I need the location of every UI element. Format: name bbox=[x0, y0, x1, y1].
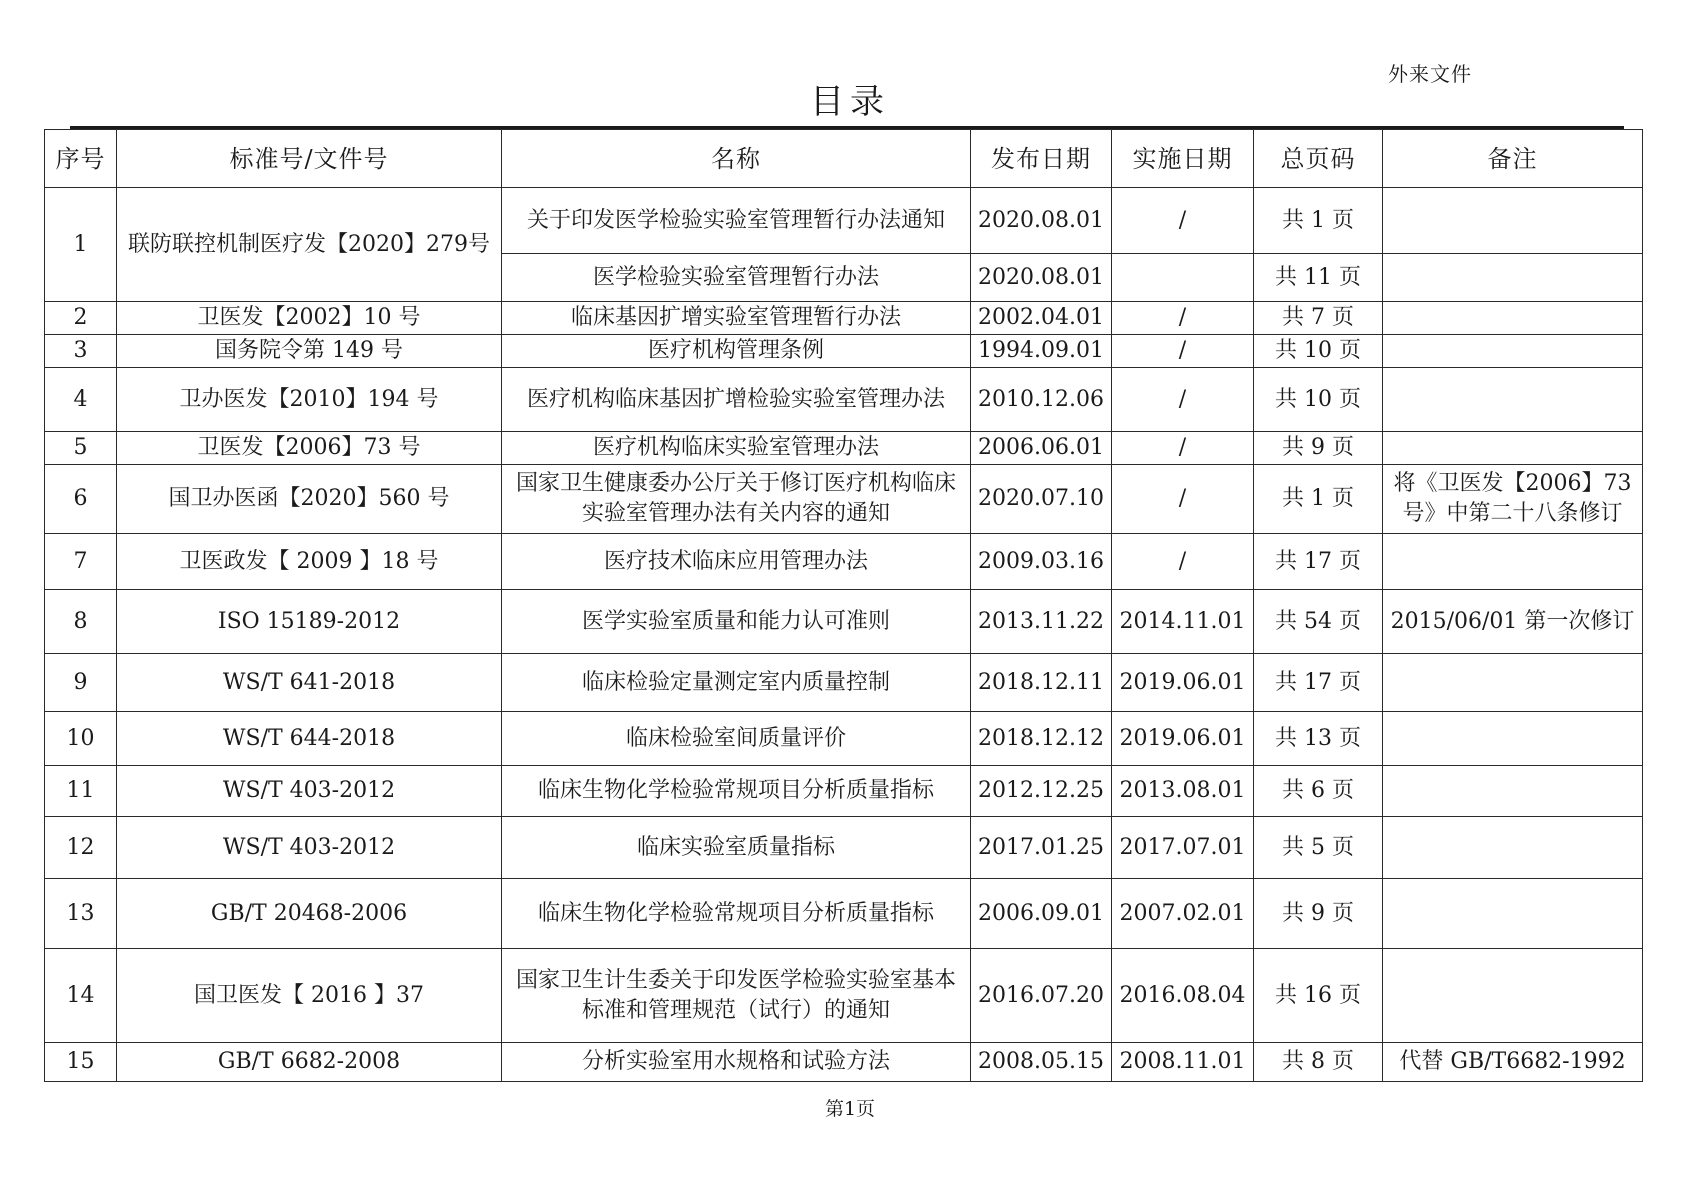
cell-pages: 共 5 页 bbox=[1254, 817, 1383, 879]
column-header-remark: 备注 bbox=[1383, 130, 1643, 188]
cell-code: 国卫办医函【2020】560 号 bbox=[117, 465, 502, 534]
cell-code: 卫医政发【 2009 】18 号 bbox=[117, 534, 502, 590]
table-row bbox=[45, 534, 1643, 590]
cell-name: 临床生物化学检验常规项目分析质量指标 bbox=[502, 766, 971, 817]
column-header-total-pages: 总页码 bbox=[1254, 130, 1383, 188]
cell-pages: 共 1 页 bbox=[1254, 465, 1383, 534]
cell-pages: 共 7 页 bbox=[1254, 302, 1383, 335]
cell-pages: 共 10 页 bbox=[1254, 368, 1383, 432]
cell-pages: 共 17 页 bbox=[1254, 534, 1383, 590]
cell-remark bbox=[1383, 432, 1643, 465]
cell-publish-date: 1994.09.01 bbox=[971, 335, 1112, 368]
cell-remark: 2015/06/01 第一次修订 bbox=[1383, 590, 1643, 654]
cell-effective-date: 2019.06.01 bbox=[1112, 712, 1254, 766]
cell-no: 7 bbox=[45, 534, 117, 590]
cell-name: 临床生物化学检验常规项目分析质量指标 bbox=[502, 879, 971, 949]
cell-publish-date: 2016.07.20 bbox=[971, 949, 1112, 1043]
cell-name: 医疗技术临床应用管理办法 bbox=[502, 534, 971, 590]
cell-effective-date: 2014.11.01 bbox=[1112, 590, 1254, 654]
cell-effective-date: 2016.08.04 bbox=[1112, 949, 1254, 1043]
cell-publish-date: 2008.05.15 bbox=[971, 1043, 1112, 1082]
cell-name: 医疗机构管理条例 bbox=[502, 335, 971, 368]
table-row bbox=[45, 368, 1643, 432]
cell-effective-date bbox=[1112, 254, 1254, 302]
cell-name: 医学实验室质量和能力认可准则 bbox=[502, 590, 971, 654]
column-header-no: 序号 bbox=[45, 130, 117, 188]
table-row bbox=[45, 949, 1643, 1043]
cell-publish-date: 2006.09.01 bbox=[971, 879, 1112, 949]
cell-remark: 代替 GB/T6682-1992 bbox=[1383, 1043, 1643, 1082]
cell-publish-date: 2020.07.10 bbox=[971, 465, 1112, 534]
cell-pages: 共 9 页 bbox=[1254, 879, 1383, 949]
table-row bbox=[45, 432, 1643, 465]
cell-no: 14 bbox=[45, 949, 117, 1043]
cell-effective-date: 2008.11.01 bbox=[1112, 1043, 1254, 1082]
cell-publish-date: 2013.11.22 bbox=[971, 590, 1112, 654]
cell-pages: 共 11 页 bbox=[1254, 254, 1383, 302]
table-row bbox=[45, 590, 1643, 654]
cell-remark bbox=[1383, 712, 1643, 766]
cell-no: 3 bbox=[45, 335, 117, 368]
cell-no: 10 bbox=[45, 712, 117, 766]
cell-pages: 共 17 页 bbox=[1254, 654, 1383, 712]
cell-code: GB/T 6682-2008 bbox=[117, 1043, 502, 1082]
cell-effective-date: 2007.02.01 bbox=[1112, 879, 1254, 949]
cell-effective-date: 2013.08.01 bbox=[1112, 766, 1254, 817]
page-number: 第1页 bbox=[824, 1098, 876, 1120]
cell-remark: 将《卫医发【2006】73号》中第二十八条修订 bbox=[1383, 465, 1643, 534]
cell-publish-date: 2017.01.25 bbox=[971, 817, 1112, 879]
cell-code: 联防联控机制医疗发【2020】279号 bbox=[117, 188, 502, 302]
cell-effective-date: / bbox=[1112, 432, 1254, 465]
cell-pages: 共 13 页 bbox=[1254, 712, 1383, 766]
table-row bbox=[45, 879, 1643, 949]
cell-publish-date: 2018.12.12 bbox=[971, 712, 1112, 766]
cell-effective-date: 2019.06.01 bbox=[1112, 654, 1254, 712]
cell-code: 国卫医发【 2016 】37 bbox=[117, 949, 502, 1043]
cell-code: 国务院令第 149 号 bbox=[117, 335, 502, 368]
cell-name: 医学检验实验室管理暂行办法 bbox=[502, 254, 971, 302]
table-row bbox=[45, 302, 1643, 335]
table-row bbox=[45, 817, 1643, 879]
cell-effective-date: / bbox=[1112, 302, 1254, 335]
column-header-effective-date: 实施日期 bbox=[1112, 130, 1254, 188]
cell-code: WS/T 644-2018 bbox=[117, 712, 502, 766]
table-row bbox=[45, 712, 1643, 766]
cell-publish-date: 2020.08.01 bbox=[971, 188, 1112, 254]
cell-publish-date: 2012.12.25 bbox=[971, 766, 1112, 817]
cell-publish-date: 2010.12.06 bbox=[971, 368, 1112, 432]
cell-pages: 共 1 页 bbox=[1254, 188, 1383, 254]
cell-pages: 共 10 页 bbox=[1254, 335, 1383, 368]
cell-remark bbox=[1383, 817, 1643, 879]
cell-no: 1 bbox=[45, 188, 117, 302]
cell-no: 9 bbox=[45, 654, 117, 712]
cell-effective-date: / bbox=[1112, 534, 1254, 590]
cell-no: 2 bbox=[45, 302, 117, 335]
cell-remark bbox=[1383, 368, 1643, 432]
cell-name: 国家卫生健康委办公厅关于修订医疗机构临床实验室管理办法有关内容的通知 bbox=[502, 465, 971, 534]
cell-effective-date: / bbox=[1112, 188, 1254, 254]
cell-name: 临床检验定量测定室内质量控制 bbox=[502, 654, 971, 712]
index-table bbox=[44, 129, 1643, 1082]
cell-code: 卫办医发【2010】194 号 bbox=[117, 368, 502, 432]
table-row bbox=[45, 654, 1643, 712]
cell-no: 8 bbox=[45, 590, 117, 654]
cell-remark bbox=[1383, 879, 1643, 949]
cell-no: 15 bbox=[45, 1043, 117, 1082]
table-row bbox=[45, 188, 1643, 254]
column-header-publish-date: 发布日期 bbox=[971, 130, 1112, 188]
cell-remark bbox=[1383, 335, 1643, 368]
page-title: 目录 bbox=[810, 82, 890, 122]
cell-no: 4 bbox=[45, 368, 117, 432]
cell-name: 医疗机构临床实验室管理办法 bbox=[502, 432, 971, 465]
cell-pages: 共 9 页 bbox=[1254, 432, 1383, 465]
cell-publish-date: 2006.06.01 bbox=[971, 432, 1112, 465]
cell-no: 5 bbox=[45, 432, 117, 465]
cell-code: WS/T 403-2012 bbox=[117, 817, 502, 879]
cell-no: 13 bbox=[45, 879, 117, 949]
cell-code: ISO 15189-2012 bbox=[117, 590, 502, 654]
cell-remark bbox=[1383, 654, 1643, 712]
cell-publish-date: 2020.08.01 bbox=[971, 254, 1112, 302]
cell-remark bbox=[1383, 766, 1643, 817]
cell-name: 国家卫生计生委关于印发医学检验实验室基本标准和管理规范（试行）的通知 bbox=[502, 949, 971, 1043]
column-header-code: 标准号/文件号 bbox=[117, 130, 502, 188]
cell-name: 分析实验室用水规格和试验方法 bbox=[502, 1043, 971, 1082]
cell-remark bbox=[1383, 302, 1643, 335]
cell-pages: 共 54 页 bbox=[1254, 590, 1383, 654]
cell-effective-date: / bbox=[1112, 465, 1254, 534]
cell-name: 临床基因扩增实验室管理暂行办法 bbox=[502, 302, 971, 335]
cell-name: 临床实验室质量指标 bbox=[502, 817, 971, 879]
cell-name: 关于印发医学检验实验室管理暂行办法通知 bbox=[502, 188, 971, 254]
cell-pages: 共 6 页 bbox=[1254, 766, 1383, 817]
cell-no: 12 bbox=[45, 817, 117, 879]
table-row bbox=[45, 335, 1643, 368]
column-header-name: 名称 bbox=[502, 130, 971, 188]
cell-remark bbox=[1383, 949, 1643, 1043]
cell-effective-date: 2017.07.01 bbox=[1112, 817, 1254, 879]
external-document-label: 外来文件 bbox=[1388, 62, 1472, 86]
cell-code: 卫医发【2002】10 号 bbox=[117, 302, 502, 335]
cell-code: GB/T 20468-2006 bbox=[117, 879, 502, 949]
table-row bbox=[45, 465, 1643, 534]
cell-remark bbox=[1383, 188, 1643, 254]
table-row bbox=[45, 766, 1643, 817]
cell-pages: 共 16 页 bbox=[1254, 949, 1383, 1043]
cell-name: 临床检验室间质量评价 bbox=[502, 712, 971, 766]
cell-effective-date: / bbox=[1112, 335, 1254, 368]
cell-publish-date: 2009.03.16 bbox=[971, 534, 1112, 590]
cell-no: 6 bbox=[45, 465, 117, 534]
table-header-row bbox=[45, 130, 1643, 188]
cell-code: 卫医发【2006】73 号 bbox=[117, 432, 502, 465]
cell-pages: 共 8 页 bbox=[1254, 1043, 1383, 1082]
cell-remark bbox=[1383, 254, 1643, 302]
cell-effective-date: / bbox=[1112, 368, 1254, 432]
table-row bbox=[45, 1043, 1643, 1082]
cell-code: WS/T 403-2012 bbox=[117, 766, 502, 817]
cell-no: 11 bbox=[45, 766, 117, 817]
cell-remark bbox=[1383, 534, 1643, 590]
cell-name: 医疗机构临床基因扩增检验实验室管理办法 bbox=[502, 368, 971, 432]
cell-code: WS/T 641-2018 bbox=[117, 654, 502, 712]
cell-publish-date: 2002.04.01 bbox=[971, 302, 1112, 335]
cell-publish-date: 2018.12.11 bbox=[971, 654, 1112, 712]
